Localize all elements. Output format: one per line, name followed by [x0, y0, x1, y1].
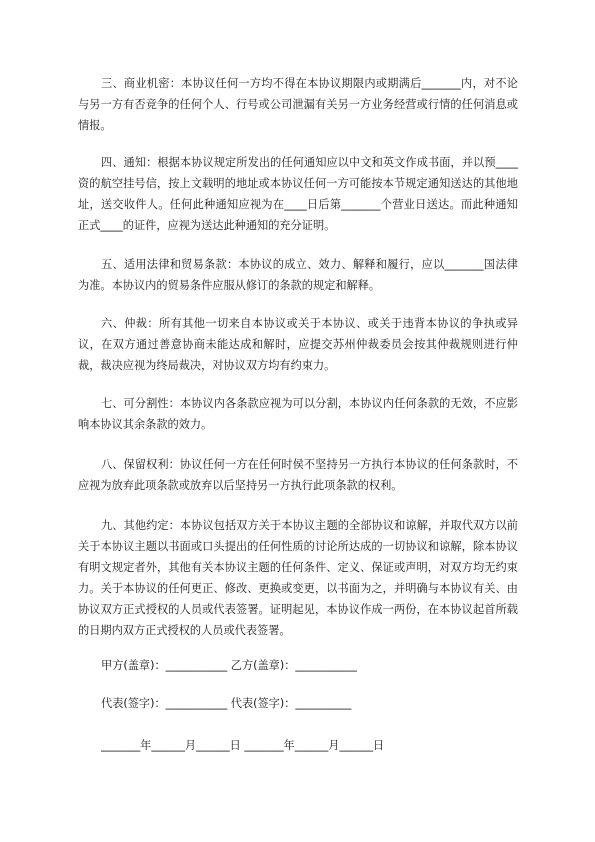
- clause-arbitration: 六、仲裁：所有其他一切来自本协议或关于本协议、或关于违背本协议的争执或异议，在双方通过善意协商未能达成和解时，应提交苏州仲裁委员会按其仲裁规则进行仲裁，裁决应视为终局裁决，对协议双方均有约束力。: [78, 317, 518, 372]
- signature-parties-line: 甲方(盖章)：___________ 乙方(盖章)：___________: [101, 659, 357, 672]
- clause-reservation-of-rights: 八、保留权利：协议任何一方在任何时侯不坚持另一方执行本协议的任何条款时，不应视为放弃此项条款或放弃以后坚持另一方执行此项条款的权利。: [78, 458, 518, 492]
- clause-severability: 七、可分割性：本协议内各条款应视为可以分割，本协议内任何条款的无效，不应影响本协议其余条款的效力。: [78, 397, 518, 431]
- clause-trade-secrets: 三、商业机密：本协议任何一方均不得在本协议期限内或期满后_______内，对不论与另一方有否竞争的任何个人、行号或公司泄漏有关另一方业务经营或行情的任何消息或情报。: [78, 77, 518, 132]
- clause-governing-law: 五、适用法律和贸易条款：本协议的成立、效力、解释和履行，应以_______国法律为准。本协议内的贸易条件应服从修订的条款的规定和解释。: [78, 258, 518, 292]
- signature-date-line: _______年______月______日 _______年______月______日: [101, 739, 385, 752]
- signature-representatives-line: 代表(签字)：___________ 代表(签字)：__________: [101, 697, 352, 710]
- clause-other-agreements: 九、其他约定：本协议包括双方关于本协议主题的全部协议和谅解，并取代双方以前关于本协议主题以书面或口头提出的任何性质的讨论所达成的一切协议和谅解，除本协议有明文规定者外，其他有关本协议主题的任何条件、定义、保证或声明，对双方均无约束力。关于本协议的任何更正、修改、更换或变更，以书面为之，并明确与本协议有关、由协议双方正式授权的人员或代表签署。证明起见，本协议作成一两份，在本协议起首所载的日期内双方正式授权的人员或代表签署。: [78, 519, 518, 637]
- clause-notice: 四、通知：根据本协议规定所发出的任何通知应以中文和英文作成书面，并以预____资的航空挂号信，按上文载明的地址或本协议任何一方可能按本节规定通知送达的其他地址，送交收件人。任何此种通知应视为在____日后第_______个营业日送达。而此种通知正式____的证件，应视为送达此种通知的充分证明。: [78, 156, 518, 232]
